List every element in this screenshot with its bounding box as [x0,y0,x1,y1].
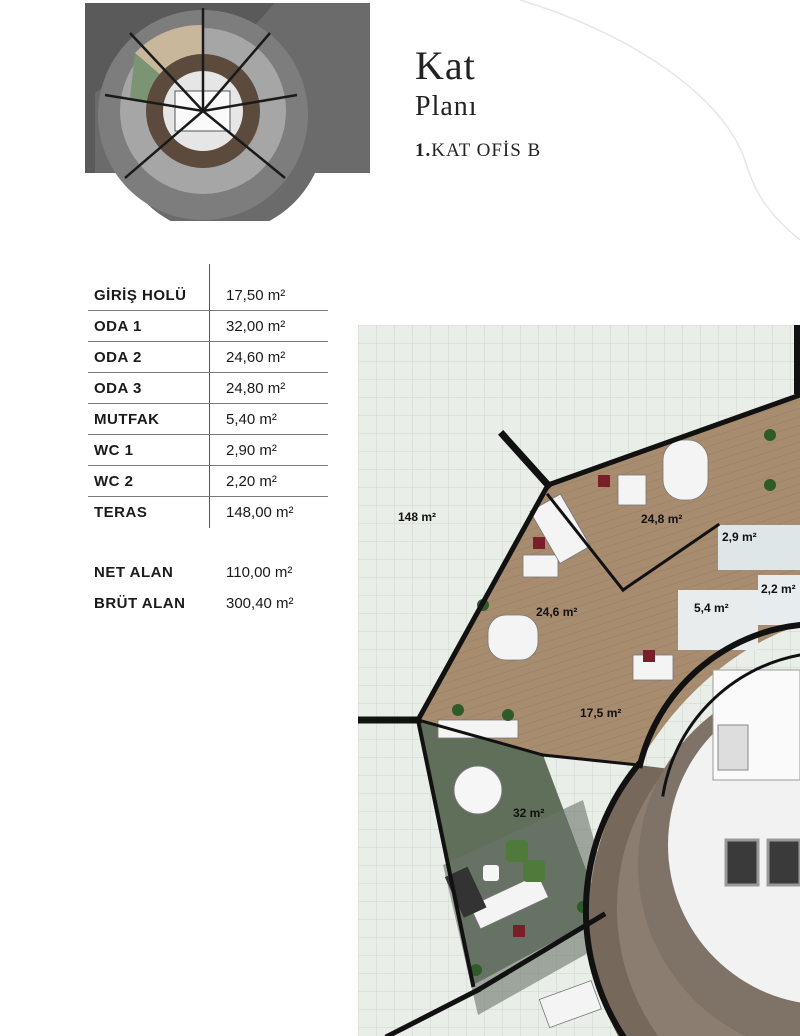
title-block [415,43,542,162]
area-value: 17,50 m² [226,287,286,304]
stair [718,725,748,770]
total-value: 110,00 m² [226,564,293,581]
lift-2 [768,840,800,885]
table-row [88,311,330,342]
table-row [88,404,330,435]
table-row [88,435,330,466]
area-value: 5,40 m² [226,411,277,428]
key-plan-thumbnail [85,3,370,221]
floor-plan-render [358,325,800,1036]
floor-number: 1. [415,140,432,161]
page-title-line2: Planı [415,91,478,122]
table-row [88,342,330,373]
area-label: WC 2 [94,473,134,490]
area-label: ODA 3 [94,380,142,397]
floor-subtitle [415,140,541,162]
area-value: 148,00 m² [226,504,294,521]
total-row [88,560,348,591]
total-label: BRÜT ALAN [94,595,186,612]
room-label: 17,5 m² [580,706,622,720]
table-row [88,497,330,528]
total-value: 300,40 m² [226,595,294,612]
lift-1 [726,840,758,885]
room-label: 2,2 m² [761,582,796,596]
page-title: Kat [415,43,476,88]
area-value: 32,00 m² [226,318,286,335]
room-label: 24,8 m² [641,512,683,526]
table-row [88,280,330,311]
area-value: 2,20 m² [226,473,277,490]
total-row [88,591,348,622]
room-label: 32 m² [513,806,545,820]
area-label: WC 1 [94,442,134,459]
total-label: NET ALAN [94,564,174,581]
floor-name: KAT OFİS B [431,140,542,161]
area-value: 24,60 m² [226,349,286,366]
table-row [88,466,330,497]
meeting-table [454,766,502,814]
area-label: MUTFAK [94,411,160,428]
area-label: TERAS [94,504,148,521]
room-label: 5,4 m² [694,601,729,615]
totals [88,560,348,622]
area-value: 24,80 m² [226,380,286,397]
terrace-label: 148 m² [398,510,437,524]
area-label: GİRİŞ HOLÜ [94,287,187,304]
area-label: ODA 1 [94,318,142,335]
area-value: 2,90 m² [226,442,277,459]
area-label: ODA 2 [94,349,142,366]
table-row [88,373,330,404]
room-label: 2,9 m² [722,530,757,544]
room-label: 24,6 m² [536,605,578,619]
